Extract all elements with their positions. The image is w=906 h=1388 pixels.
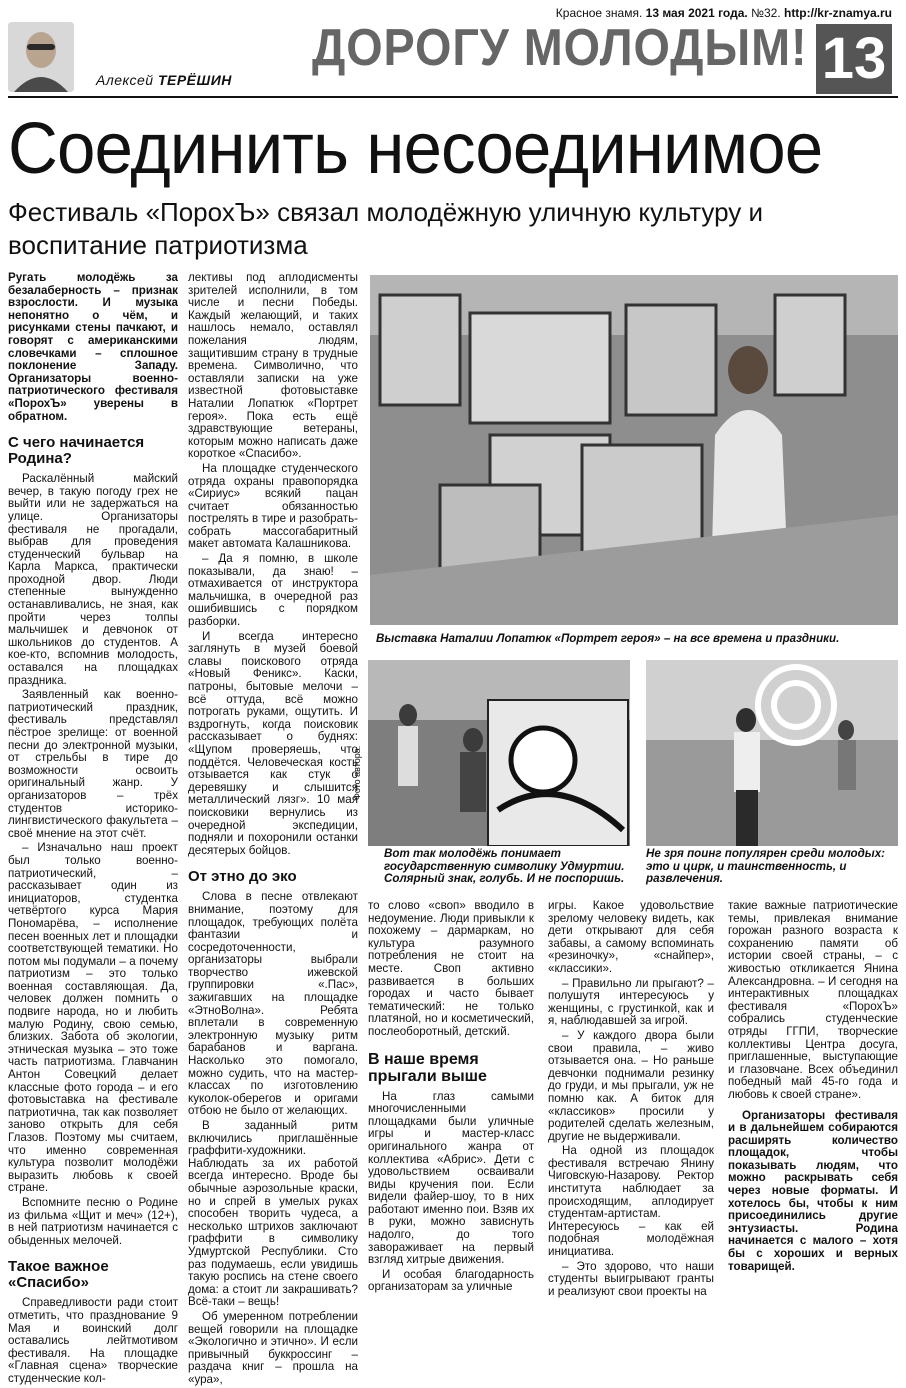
page-number: 13 [816, 24, 892, 94]
paper-name: Красное знамя. [555, 6, 643, 20]
article-headline: Соединить несоединимое [8, 109, 823, 189]
paragraph: Заявленный как военно-патриотический праздник, фестиваль представлял пёстрое зрелище: от военной песни до электронной музыки, от стрельбы в тире до возможности освоить оригинальный жанр. У организаторов – трёх студентов историко-лингвистического факультета – своё мнение на этот счёт. [8, 688, 178, 840]
author-last-name: ТЕРЁШИН [157, 72, 232, 88]
paragraph: На глаз самыми многочисленными площадками были уличные игры и мастер-класс оригинального жанра от коллектива «Абрис». Дети с удовольствием осваивали виды кручения пои. Если видели файер-шоу, то в них работают именно пои. Взяв их в руки, можно зависнуть надолго, до того завораживает на первый взгляд хитрые движения. [368, 1089, 534, 1267]
lead-paragraph: Ругать молодёжь за безалаберность – признак взрослости. И музыка непонятно о чём, и рисунками стены пачкают, и говорят с американскими словечками – сплошное поклонение Западу. Организаторы военно-патриотического фестиваля «ПорохЪ» уверены в обратном. [8, 271, 178, 423]
header-rule [8, 96, 898, 98]
paragraph: игры. Какое удовольствие зрелому человеку видеть, как дети открывают для себя забавы, а самому вспоминать «резиночку», «снайпер», «классики». [548, 899, 714, 975]
paragraph: – У каждого двора были свои правила, – живо отзывается она. – Но раньше девчонки поднимали резинку до груди, и мы прыгали, уж не помню как. А биток для «классиков» просили у родителей сделать железным, другие не выдерживали. [548, 1028, 714, 1143]
poi-photo [646, 660, 898, 846]
photo-credit: Фото автора. [352, 745, 362, 800]
paragraph: Вспомните песню о Родине из фильма «Щит и меч» (12+), в ней патриотизм начинается с обыденных мелочей. [8, 1195, 178, 1247]
paragraph: На площадке студенческого отряда охраны правопорядка «Сириус» всякий пацан считает обязанностью пострелять в тире и разобрать-собрать массогабаритный макет автомата Калашникова. [188, 461, 358, 551]
exhibition-photo [370, 275, 898, 625]
paragraph: На одной из площадок фестиваля встречаю Янину Чиговскую-Назарову. Ректор института наблюдает за происходящим, аплодирует студентам-артистам. Интересуюсь – как ей подобная молодёжная инициатива. [548, 1144, 714, 1259]
paragraph: – Правильно ли прыгают? – полушутя интересуюсь у женщины, с грустинкой, как и я, наблюдавшей за игрой. [548, 976, 714, 1028]
author-byline [96, 72, 232, 88]
paragraph: Об умеренном потреблении вещей говорили на площадке «Экологично и этично». И если привычный буккроссинг – раздача книг – прошла на «ура», [188, 1309, 358, 1386]
paragraph: Раскалённый майский вечер, в такую погоду грех не выйти или не задержаться на улице. Организаторы фестиваля не прогадали, выбрав для проведения студенческий бульвар на Карла Маркса, практически проходной двор. Люди степенные вынужденно останавливались, не зная, как пройти через толпы мальчишек и девчонок от школьников до студентов. А кое-кто, вспомнив молодость, оставался на площадках праздника. [8, 472, 178, 687]
paragraph: В заданный ритм включились приглашённые граффити-художники. Наблюдать за их работой всегда интересно. Вроде бы обычные аэрозольные краски, но и спрей в умелых руках способен творить чудеса, а несколько штрихов заключают граффити в символику Удмуртской Республики. Сто раз подумаешь, если увидишь такую роспись на стене своего дома: а стоит ли закрашивать? Всё-таки – вещь! [188, 1119, 358, 1309]
subheading-homeland: С чего начинается Родина? [8, 434, 145, 468]
paragraph: такие важные патриотические темы, привлекая внимание горожан разного возраста к сохранению памяти об истории своей страны, – с живостью откликается Янина Александровна. – И сегодня на интерактивных площадках фестиваля «ПорохЪ» собрались студенческие отряды ГГПИ, творческие коллективы Центра досуга, приглашенные, выступающие и глазовчане. Всех объединил победный май 45-го года и любовь к своей стране». [728, 899, 898, 1101]
article-column-4 [548, 900, 714, 1300]
paragraph: И всегда интересно заглянуть в музей боевой славы поискового отряда «Новый Феникс». Каски, патроны, бытовые мелочи – всё оттуда, всё можно потрогать руками, ощутить. И вздрогнуть, когда поисковик рассказывает о буднях: «Щупом проверяешь, что поддётся. Человеческая кость отзывается как стук о деревяшку и слышится металлический лязг». 10 мая поисковики вернулись из очередной экспедиции, подняли и похоронили останки десятерых бойцов. [188, 629, 358, 857]
paragraph: то слово «своп» вводило в недоумение. Люди привыкли к похожему – дармаркам, но культура разумного потребления не стоит на месте. Своп активно развивается в больших городах и часто бывает тематический: не только платяной, но и косметический, послеоборотный, детский. [368, 899, 534, 1038]
article-column-5 [728, 900, 898, 1275]
paragraph: И особая благодарность организаторам за уличные [368, 1267, 534, 1294]
issue-number: №32. [751, 6, 781, 20]
paragraph: лективы под аплодисменты зрителей исполнили, в том числе и песни Победы. Каждый желающий, и таких нашлось немало, оставлял пожелания людям, защитившим страну в трудные времена. Символично, что оставляли записки на уже известной фотовыставке Наталии Лопатюк «Портрет героя». Пока есть ещё здравствующие ветераны, которым можно написать даже короткое «Спасибо». [188, 271, 358, 461]
subheading-jumped-higher: В наше время прыгали выше [368, 1050, 487, 1085]
subheading-ethno-eco: От этно до эко [188, 868, 297, 886]
photo-caption-right: Не зря поинг популярен среди молодых: это и цирк, и таинственность, и развлечения. [646, 847, 885, 886]
article-column-2 [188, 272, 358, 1388]
photo-caption-left: Вот так молодёжь понимает государственную символику Удмуртии. Солярный знак, голубь. И не поспоришь. [384, 847, 625, 886]
issue-date: 13 мая 2021 года. [645, 6, 748, 20]
paragraph: – Изначально наш проект был только военно-патриотический, – рассказывает один из инициаторов, студентка четвёртого курса Мария Пономарёва, – исполнение песен военных лет и площадки соответствующей тематики. Но потом мы подумали – а почему патриотизм – это только военная составляющая. Да, человек должен помнить о подвиге народа, но и любить малую Родину, свою семью, близких. Забота об экологии, этническая музыка – это тоже часть патриотизма. Главчанин Антон Совецкий делает классные фото города – и его фотовыставка на фестивале патриотична, так как позволяет заново открыть для себя Глазов. Поэтому мы считаем, что именно современная культура позволит молодёжи выразить любовь к своей стране. [8, 841, 178, 1195]
graffiti-photo [368, 660, 630, 846]
author-photo [8, 22, 74, 92]
article-column-3 [368, 900, 534, 1296]
photo-caption-main: Выставка Наталии Лопатюк «Портрет героя» – на все времена и праздники. [376, 632, 840, 645]
section-title: ДОРОГУ МОЛОДЫМ! [312, 19, 808, 77]
subheading-thanks: Такое важное «Спасибо» [8, 1258, 109, 1292]
site-url[interactable]: http://kr-znamya.ru [783, 6, 892, 20]
article-subheadline: Фестиваль «ПорохЪ» связал молодёжную уличную культуру и воспитание патриотизма [8, 197, 764, 260]
closing-paragraph: Организаторы фестиваля и в дальнейшем собираются расширять количество площадок, чтобы показывать людям, что можно раскрывать себя через новые форматы. И хотелось бы, чтобы к ним присоединились другие энтузиасты. Родина начинается с малого – хотя бы с хороших и верных товарищей. [728, 1108, 898, 1273]
author-first-name: Алексей [96, 72, 154, 88]
paragraph: Слова в песне отвлекают внимание, поэтому для площадок, требующих полёта фантазии и сосредоточенности, организаторы выбрали творчество ижевской группировки «.Пас», зажигавших на площадке «ЭтноВолна». Ребята вплетали в современную электронную музыку ритм барабанов и варгана. Насколько это помогало, можно судить, что на мастер-классах по изготовлению куколок-оберегов и оригами отбою не было от желающих. [188, 890, 358, 1118]
paragraph: Справедливости ради стоит отметить, что празднование 9 Мая и воинский долг оставались лейтмотивом фестиваля. На площадке «Главная сцена» творческие студенческие кол- [8, 1296, 178, 1385]
paragraph: – Это здорово, что наши студенты выигрывают гранты и реализуют свои проекты на [548, 1259, 714, 1298]
article-column-1 [8, 272, 178, 1388]
paragraph: – Да я помню, в школе показывали, да знаю! – отмахивается от инструктора мальчишка, в очередной раз ошибившись с порядком разборки. [188, 552, 358, 629]
